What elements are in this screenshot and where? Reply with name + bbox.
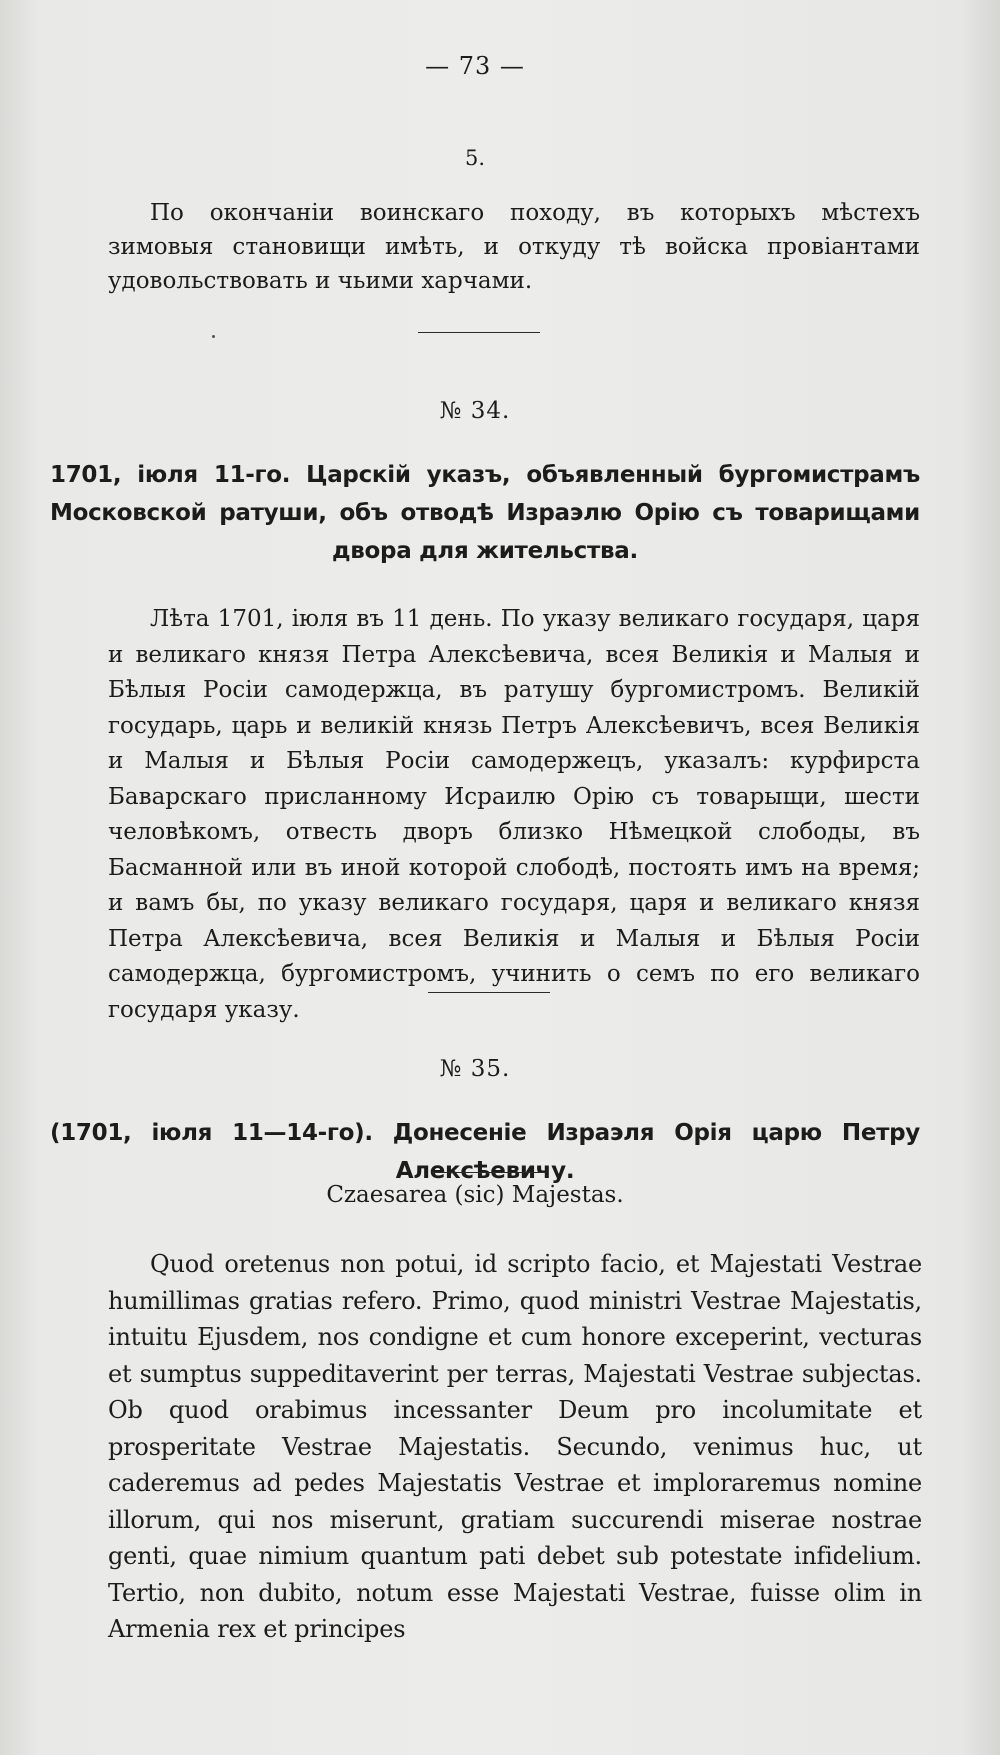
divider: [418, 332, 540, 333]
print-speck: [212, 335, 215, 338]
page-number: — 73 —: [425, 52, 525, 80]
divider: [432, 1172, 546, 1173]
section-5-paragraph: По окончаніи воинскаго походу, въ которыхъ мѣстехъ зимовыя становищи имѣть, и откуду тѣ войска провіантами удовольствовать и чьими харчами.: [108, 200, 920, 294]
divider: [428, 992, 550, 993]
document-number: № 34.: [439, 398, 511, 424]
document-body: [108, 1246, 922, 1648]
document-heading: (1701, іюля 11—14-го). Донесеніе Израэля Орія царю Петру Алексѣевичу.: [50, 1120, 920, 1184]
document-34-paragraph: Лѣта 1701, іюля въ 11 день. По указу великаго государя, царя и великаго князя Петра Алексѣевича, всея Великія и Малыя и Бѣлыя Росіи самодержца, въ ратушу бургомистромъ. Великій государь, царь и великій князь Петръ Алексѣевичъ, всея Великія и Малыя и Бѣлыя Росіи самодержецъ, указалъ: курфирста Баварскаго присланному Исраилю Орію съ товарыщи, шести человѣкомъ, отвесть дворъ близко Нѣмецкой слободы, въ Басманной или въ иной которой слободѣ, постоять имъ на время; и вамъ бы, по указу великаго государя, царя и великаго князя Петра Алексѣевича, всея Великія и Малыя и Бѣлыя Росіи самодержца, бургомистромъ, учинить о семъ по его великаго государя указу.: [108, 606, 920, 1023]
section-5-text: [108, 196, 920, 298]
salutation: Czaesarea (sic) Majestas.: [326, 1182, 624, 1208]
section-number: 5.: [464, 146, 486, 170]
document-35-paragraph: Quod oretenus non potui, id scripto facio, et Majestati Vestrae humillimas gratias refero. Primo, quod ministri Vestrae Majestatis, intuitu Ejusdem, nos condigne et cum honore exceperint, vecturas et sumptus suppeditaverint per terras, Majestati Vestrae subjectas. Ob quod orabimus incessanter Deum pro incolumitate et prosperitate Vestrae Majestatis. Secundo, venimus huc, ut caderemus ad pedes Majestatis Vestrae et imploraremus nomine illorum, qui nos miserunt, gratiam succurendi miserae nostrae genti, quae nimium quantum pati debet sub potestate infidelium. Tertio, non dubito, notum esse Majestati Vestrae, fuisse olim in Armenia rex et principes: [108, 1250, 922, 1643]
document-heading: 1701, іюля 11-го. Царскій указъ, объявленный бургомистрамъ Московской ратуши, объ отводѣ Израэлю Орію съ товарищами двора для жительства.: [50, 462, 920, 564]
document-number: № 35.: [439, 1056, 511, 1082]
document-body: [108, 602, 920, 1028]
